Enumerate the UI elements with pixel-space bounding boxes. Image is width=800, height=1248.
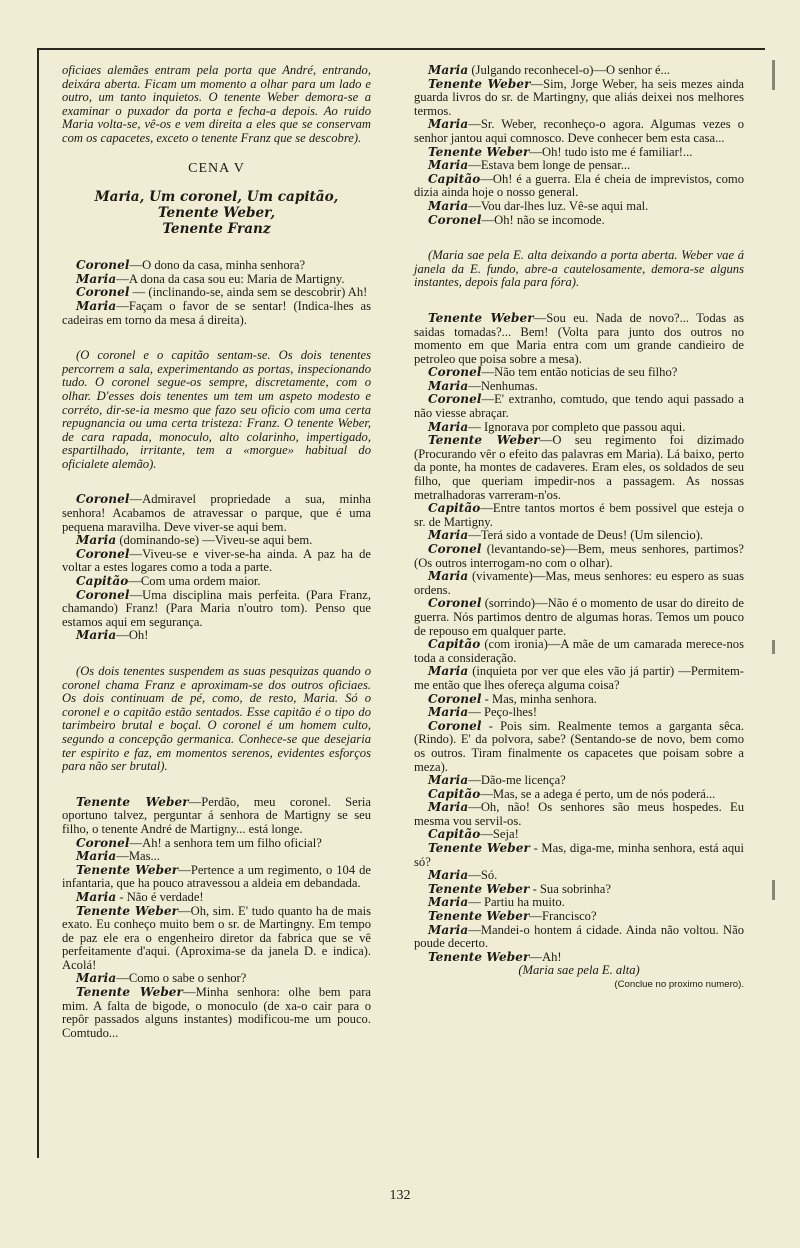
speaker: Tenente Weber xyxy=(76,862,179,877)
dialogue-line: Coronel—Ah! a senhora tem um filho oficial? xyxy=(76,835,322,850)
dialogue-line: Coronel—Oh! não se incomode. xyxy=(428,212,605,227)
speaker: Coronel xyxy=(428,542,482,556)
dialogue-line: Coronel—Uma disciplina mais perfeita. (Para Franz, chamando) Franz! (Para Maria n'outro tom). Penso que estamos aqui em segurança. xyxy=(62,587,371,629)
speaker: Tenente Weber xyxy=(428,310,534,325)
dialogue-line: Maria—Oh! xyxy=(76,628,149,643)
speaker: Tenente Weber xyxy=(428,144,530,159)
stage-direction: (Os dois tenentes suspendem as suas pesquizas quando o coronel chama Franz e aproximam-se dos outros oficiaes. Os dois continuam de pé, como, de resto, Maria. Só o coronel e o capitão estão sentados. Esse capitão é o tipo do tarimbeiro brutal e boçal. O coronel é um homem culto, segundo a concepção germanica. Conhece-se que desejaria ter espirito e faz, em momentos serenos, evidentes esforços para não ser brutal). xyxy=(62,664,371,774)
speaker: Coronel xyxy=(428,718,482,733)
dialogue-line: Maria—Façam o favor de se sentar! (Indica-lhes as cadeiras em torno da mesa á direita). xyxy=(62,298,371,327)
dialogue-line: Maria—Como o sabe o senhor? xyxy=(76,971,247,986)
left-column xyxy=(62,64,371,1040)
speaker: Tenente Weber xyxy=(428,841,530,856)
dialogue-line: Capitão—Mas, se a adega é perto, um de nós poderá... xyxy=(428,786,716,801)
dialogue-line: Maria— Partiu ha muito. xyxy=(428,895,565,910)
dialogue-line: Tenente Weber—Sim, Jorge Weber, ha seis mezes ainda guarda livros do sr. de Martingny, que aliás deixei nos melhores termos. xyxy=(414,76,744,118)
dialogue-line: Tenente Weber—Oh! tudo isto me é familiar!... xyxy=(428,144,693,159)
dialogue-line: Coronel—O dono da casa, minha senhora? xyxy=(76,258,306,273)
speaker: Maria xyxy=(428,895,469,910)
dialogue-line: Coronel - Pois sim. Realmente temos a garganta sêca. (Rindo). E' da polvora, sabe? (Sentando-se de novo, bem como os outros. Tiram finalmente os capacetes que poisam sobre a meza). xyxy=(414,718,744,774)
dialogue-line: Capitão—Com uma ordem maior. xyxy=(76,574,261,589)
dialogue-line: Maria—Dão-me licença? xyxy=(428,773,566,788)
dialogue-line: Tenente Weber—Oh, sim. E' tudo quanto ha de mais exato. Eu conheço muito bem o sr. de Martingny. Em tempo de paz ele era o engenheiro diretor da fabrica que se vê perfeitamente d'aqui. (Aproxima-se da janela D. e indica). Acolá! xyxy=(62,903,371,972)
page-number: 132 xyxy=(389,1188,411,1203)
right-column xyxy=(414,64,744,992)
speaker: Maria xyxy=(428,664,469,679)
speaker: Maria xyxy=(428,705,469,720)
page-top-rule xyxy=(37,48,765,50)
edge-mark xyxy=(772,880,775,900)
speaker: Capitão xyxy=(428,637,481,652)
speaker: Maria xyxy=(428,922,469,937)
stage-direction: (Maria sae pela E. alta) xyxy=(518,963,640,978)
speaker: Coronel xyxy=(76,492,130,507)
dialogue-line: Maria—A dona da casa sou eu: Maria de Martigny. xyxy=(76,271,345,286)
dialogue-line: Coronel (levantando-se)—Bem, meus senhores, partimos? (Os outros interrogam-no com o olhar). xyxy=(414,542,744,570)
speaker: Capitão xyxy=(428,171,481,186)
dialogue-line: Capitão—Entre tantos mortos é bem possivel que esteja o sr. de Martigny. xyxy=(414,501,744,529)
dialogue-line: Tenente Weber - Sua sobrinha? xyxy=(428,881,611,896)
speaker: Tenente Weber xyxy=(76,794,189,809)
dialogue-line: Maria (inquieta por ver que eles vão já partir) —Permitem-me então que lhes ofereça alguma coisa? xyxy=(414,664,744,692)
dialogue-line: Coronel—Viveu-se e viver-se-ha ainda. A paz ha de voltar a estes logares como a toda a parte. xyxy=(62,546,371,575)
dialogue-line: Tenente Weber—Pertence a um regimento, o 104 de infantaria, que ha pouco atravessou a aldeia em debandada. xyxy=(62,862,371,891)
speaker: Maria xyxy=(428,868,469,883)
dialogue-line: Coronel—Admiravel propriedade a sua, minha senhora! Acabamos de atravessar o parque, que é uma pequena maravilha. Deve viver-se aqui bem. xyxy=(62,492,371,534)
dialogue-line: Maria—Nenhumas. xyxy=(428,378,538,393)
dialogue-line: Maria— Peço-lhes! xyxy=(428,705,538,720)
speaker: Maria xyxy=(428,800,469,815)
speaker: Maria xyxy=(428,569,469,584)
speaker: Tenente Weber xyxy=(76,985,183,1000)
speaker: Tenente Weber xyxy=(428,881,530,896)
dialogue-line: Maria - Não é verdade! xyxy=(76,889,204,904)
dialogue-line: Maria— Ignorava por completo que passou aqui. xyxy=(428,419,686,434)
speaker: Tenente Weber xyxy=(428,949,530,964)
speaker: Tenente Weber xyxy=(76,903,179,918)
speaker: Tenente Weber xyxy=(428,433,540,448)
edge-mark xyxy=(772,640,775,654)
speaker: Maria xyxy=(428,528,469,543)
cast-line: Maria, Um coronel, Um capitão, Tenente Weber, xyxy=(94,189,339,222)
dialogue-line: Capitão—Seja! xyxy=(428,827,519,842)
speaker: Maria xyxy=(428,773,469,788)
dialogue-line: Coronel—Não tem então noticias de seu filho? xyxy=(428,365,678,380)
speaker: Coronel xyxy=(428,392,482,407)
stage-direction: (Maria sae pela E. alta deixando a porta aberta. Weber vae á janela da E. fundo, abre-a cautelosamente, demora-se alguns instantes, depois fala para fóra). xyxy=(414,248,744,290)
speaker: Maria xyxy=(76,628,117,643)
dialogue-line: Tenente Weber—Sou eu. Nada de novo?... Todas as saidas tomadas?... Bem! (Volta para junto dos outros no momento em que Maria entra com um grande candieiro de petroleo que poisa sobre a mesa). xyxy=(414,310,744,366)
stage-direction: (O coronel e o capitão sentam-se. Os dois tenentes percorrem a sala, experimentando as portas, inspecionando tudo. O coronel segue-os sempre, discretamente, com o olhar. D'esses dois tenentes um tem um aspeto modesto e corréto, dir-se-ia mesmo que fazo seu oficio com uma certa repugnancia ou uma certa tristeza: Franz. O tenente Weber, de cara rapada, monoculo, alto colarinho, impertigado, espartilhado, irritante, tem a «morgue» habitual do oficialete alemão). xyxy=(62,348,371,471)
cast-list xyxy=(62,189,371,237)
speaker: Capitão xyxy=(428,501,481,516)
dialogue-line: Maria (Julgando reconhecel-o)—O senhor é... xyxy=(428,63,670,77)
dialogue-line: Tenente Weber—Francisco? xyxy=(428,909,597,924)
cast-line: Tenente Franz xyxy=(162,221,271,238)
edge-mark xyxy=(772,60,775,90)
speaker: Maria xyxy=(428,198,469,213)
speaker: Maria xyxy=(76,533,117,548)
speaker: Maria xyxy=(76,971,117,986)
dialogue-line: Coronel - Mas, minha senhora. xyxy=(428,691,597,706)
dialogue-line: Maria—Terá sido a vontade de Deus! (Um silencio). xyxy=(428,528,704,543)
speaker: Capitão xyxy=(76,574,129,589)
speaker: Maria xyxy=(76,849,117,864)
speaker: Coronel xyxy=(76,546,130,561)
speaker: Coronel xyxy=(76,258,130,273)
dialogue-line: Maria—Mandei-o hontem á cidade. Ainda não voltou. Não poude decerto. xyxy=(414,922,744,951)
dialogue-line: Tenente Weber - Mas, diga-me, minha senhora, está aqui só? xyxy=(414,841,744,869)
dialogue-line: Maria—Mas... xyxy=(76,849,160,864)
dialogue-line: Capitão (com ironia)—A mãe de um camarada merece-nos toda a consideração. xyxy=(414,637,744,665)
dialogue-line: Coronel—E' extranho, comtudo, que tendo aqui passado a não viesse abraçar. xyxy=(414,392,744,421)
speaker: Coronel xyxy=(428,212,482,227)
speaker: Maria xyxy=(428,63,469,77)
speaker: Coronel xyxy=(428,691,482,706)
dialogue-line: Maria—Oh, não! Os senhores são meus hospedes. Eu mesma vou servil-os. xyxy=(414,800,744,828)
speaker: Maria xyxy=(428,117,469,132)
speaker: Capitão xyxy=(428,786,481,801)
speaker: Maria xyxy=(428,158,469,173)
speaker: Maria xyxy=(428,419,469,434)
dialogue-line: Coronel — (inclinando-se, ainda sem se descobrir) Ah! xyxy=(76,285,368,300)
speaker: Coronel xyxy=(428,596,482,611)
speaker: Capitão xyxy=(428,827,481,842)
speaker: Coronel xyxy=(76,835,130,850)
speaker: Maria xyxy=(76,271,117,286)
speaker: Maria xyxy=(76,298,117,313)
dialogue-line: Maria—Estava bem longe de pensar... xyxy=(428,158,631,173)
stage-direction: oficiaes alemães entram pela porta que André, entrando, deixára aberta. Ficam um momento a olhar para um lado e outro, um tanto inquietos. O tenente Weber demora-se a examinar o puxador da porta e fecha-a depois. Ao ruido Maria volta-se, vê-os e vem direita a eles que se conservam com os capacetes, exceto o tenente Franz que se descobre). xyxy=(62,63,371,145)
speaker: Coronel xyxy=(76,587,130,602)
dialogue-line: Tenente Weber—O seu regimento foi dizimado (Procurando vêr o efeito das palavras em Maria). Lá baixo, perto da ponte, ha montes de cadaveres. Eram eles, os soldados de seu filho, que queriam impedir-nos a passagem. As nossas metralhadoras varreram-n'os. xyxy=(414,433,744,502)
speaker: Coronel xyxy=(76,285,130,300)
dialogue-line: Capitão—Oh! é a guerra. Ela é cheia de imprevistos, como dizia ainda hoje o nosso general. xyxy=(414,171,744,200)
dialogue-line: Maria—Sr. Weber, reconheço-o agora. Algumas vezes o senhor jantou aqui comnosco. Deve conhecer bem esta casa... xyxy=(414,117,744,145)
dialogue-line: Coronel (sorrindo)—Não é o momento de usar do direito de guerra. Nós partimos dentro de algumas horas. Temos um pouco de repouso em qualquer parte. xyxy=(414,596,744,638)
speaker: Maria xyxy=(76,889,117,904)
dialogue-line: Tenente Weber—Perdão, meu coronel. Seria oportuno talvez, perguntar á senhora de Martigny se seu filho, o tenente André de Martigny... está longe. xyxy=(62,794,371,836)
page-left-rule xyxy=(37,48,39,1158)
continuation-note: (Conclue no proximo numero). xyxy=(614,979,744,990)
dialogue-line: Tenente Weber—Ah! xyxy=(428,949,562,964)
dialogue-line: Tenente Weber—Minha senhora: olhe bem para mim. A falta de bigode, o monoculo (de xa-o cair para o repôr passados alguns instantes) modificou-me um pouco. Comtudo... xyxy=(62,985,371,1040)
speaker: Maria xyxy=(428,378,469,393)
speaker: Tenente Weber xyxy=(428,909,530,924)
dialogue-line: Maria—Vou dar-lhes luz. Vê-se aqui mal. xyxy=(428,198,649,213)
dialogue-line: Maria (dominando-se) —Viveu-se aqui bem. xyxy=(76,533,313,548)
scene-title: CENA V xyxy=(188,160,245,176)
dialogue-line: Maria—Só. xyxy=(428,868,498,883)
speaker: Tenente Weber xyxy=(428,76,531,91)
speaker: Coronel xyxy=(428,365,482,380)
dialogue-line: Maria (vivamente)—Mas, meus senhores: eu espero as suas ordens. xyxy=(414,569,744,597)
